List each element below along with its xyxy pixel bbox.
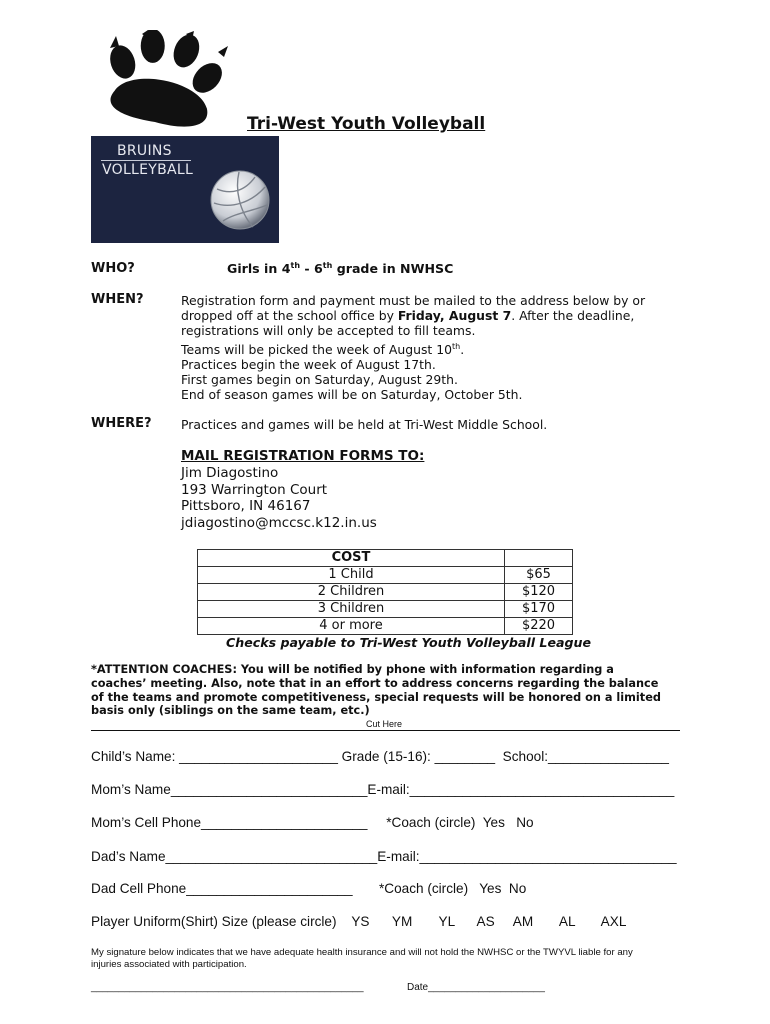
paw-print-logo	[98, 30, 240, 130]
cost-row	[198, 618, 573, 635]
child-name-row[interactable]: Child’s Name: _____________________ Grade (15-16): ________ School:________________	[91, 749, 669, 764]
mail-name: Jim Diagostino	[181, 465, 279, 481]
mail-street: 193 Warrington Court	[181, 482, 328, 498]
dad-name-row[interactable]: Dad’s Name____________________________E-mail:__________________________________	[91, 849, 677, 864]
logo-text-bruins: BRUINS	[117, 143, 172, 159]
cost-price: $220	[505, 618, 573, 635]
cost-label: 2 Children	[198, 584, 505, 601]
mail-city: Pittsboro, IN 46167	[181, 498, 311, 514]
signature-line[interactable]: _________________________________________________	[91, 982, 364, 993]
checks-payable-note: Checks payable to Tri-West Youth Volleyball League	[226, 635, 592, 650]
cost-row	[198, 584, 573, 601]
cost-table	[197, 549, 573, 635]
cost-header-row	[198, 550, 573, 567]
dad-cell-row[interactable]: Dad Cell Phone______________________ *Coach (circle) Yes No	[91, 881, 527, 896]
cost-row	[198, 601, 573, 618]
who-label: WHO?	[91, 261, 135, 276]
cost-header: COST	[198, 550, 505, 567]
cost-label: 3 Children	[198, 601, 505, 618]
cost-header-price	[505, 550, 573, 567]
attention-coaches-note: *ATTENTION COACHES: You will be notified by phone with information regarding a coaches’ meeting. Also, note that in an effort to address concerns regarding the balance of the teams and promote competitiveness, special requests will be honored on a limited basis only (siblings on the same team, etc.)	[91, 663, 661, 718]
cut-here-label: Cut Here	[366, 719, 403, 729]
logo-text-volleyball: VOLLEYBALL	[102, 162, 194, 178]
cost-label: 1 Child	[198, 567, 505, 584]
page-title: Tri-West Youth Volleyball	[247, 114, 486, 134]
logo-divider	[101, 160, 191, 161]
mail-email: jdiagostino@mccsc.k12.in.us	[181, 515, 377, 531]
liability-statement: My signature below indicates that we have adequate health insurance and will not hold the NWHSC or the TWYVL liable for any injuries associated with participation.	[91, 947, 633, 970]
cost-price: $120	[505, 584, 573, 601]
uniform-size-row[interactable]: Player Uniform(Shirt) Size (please circle) YS YM YL AS AM AL AXL	[91, 914, 627, 929]
mom-cell-row[interactable]: Mom’s Cell Phone______________________ *Coach (circle) Yes No	[91, 815, 534, 830]
where-label: WHERE?	[91, 416, 152, 431]
cost-price: $170	[505, 601, 573, 618]
cost-label: 4 or more	[198, 618, 505, 635]
bruins-volleyball-logo	[91, 136, 279, 243]
who-text: Girls in 4th - 6th grade in NWHSC	[227, 261, 454, 277]
mail-heading: MAIL REGISTRATION FORMS TO:	[181, 448, 425, 464]
volleyball-icon	[209, 169, 271, 231]
cost-price: $65	[505, 567, 573, 584]
cost-row	[198, 567, 573, 584]
cut-line	[91, 730, 680, 731]
when-details: Registration form and payment must be mailed to the address below by or dropped off at the school office by Friday, August 7. After the deadline, registrations will only be accepted to fill teams. Teams will be picked the week of August 10th. Practices begin the week of August 17th. First games begin on Saturday, August 29th. End of season games will be on Saturday, October 5th.	[181, 293, 646, 403]
date-line[interactable]: Date_____________________	[407, 982, 545, 993]
where-text: Practices and games will be held at Tri-West Middle School.	[181, 417, 548, 432]
when-label: WHEN?	[91, 292, 144, 307]
mom-name-row[interactable]: Mom’s Name__________________________E-mail:___________________________________	[91, 782, 675, 797]
